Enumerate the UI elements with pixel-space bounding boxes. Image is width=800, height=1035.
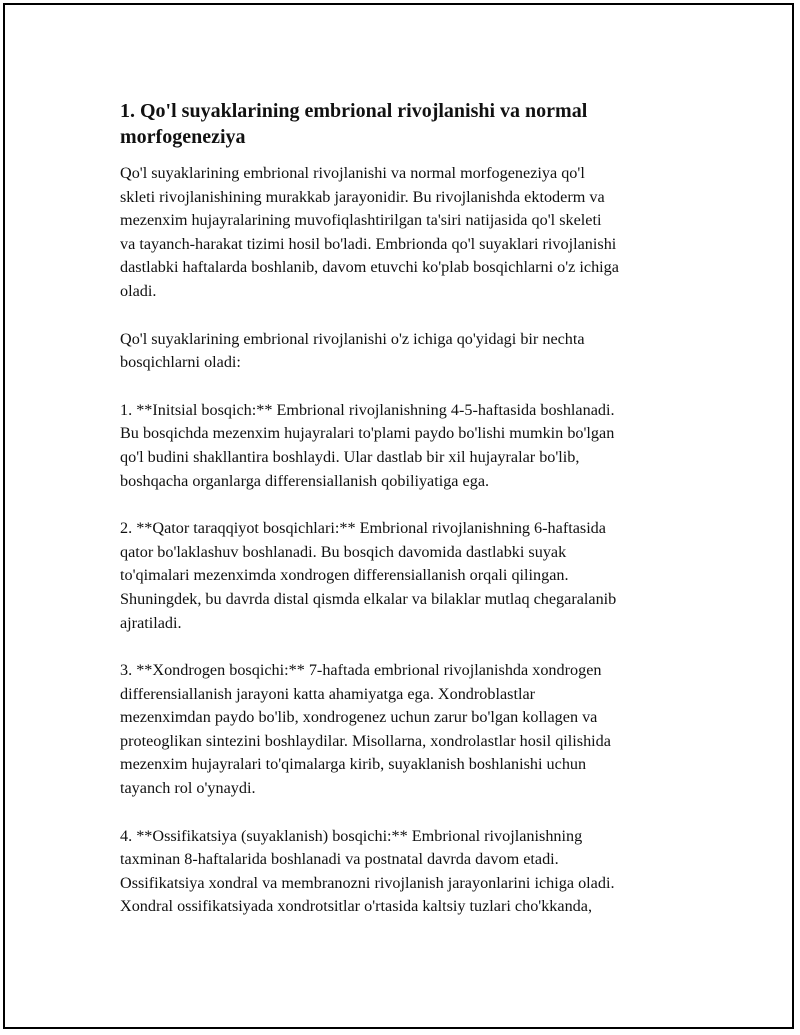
paragraph-stage-3: 3. **Xondrogen bosqichi:** 7-haftada embrional rivojlanishda xondrogen differensiallanish jarayoni katta ahamiyatga ega. Xondroblastlar mezenximdan paydo bo'lib, xondrogenez uchun zarur bo'lgan kollagen va proteoglikan sintezini boshlaydilar. Misollarna, xondrolastlar hosil qilishida mezenxim hujayralari to'qimalarga kirib, suyaklanish boshlanishi uchun tayanch rol o'ynaydi. [120, 661, 611, 798]
document-body [120, 98, 695, 943]
paragraph-stages-lead: Qo'l suyaklarining embrional rivojlanishi o'z ichiga qo'yidagi bir nechta bosqichlarni oladi: [120, 329, 585, 372]
paragraph-stage-4: 4. **Ossifikatsiya (suyaklanish) bosqichi:** Embrional rivojlanishning taxminan 8-haftalarida boshlanadi va postnatal davrda davom etadi. Ossifikatsiya xondral va membranozni rivojlanish jarayonlarini ichiga oladi. Xondral ossifikatsiyada xondrotsitlar o'rtasida kaltsiy tuzlari cho'kkanda, [120, 826, 615, 916]
paragraph-intro: Qo'l suyaklarining embrional rivojlanishi va normal morfogeneziya qo'l skleti rivojlanishining murakkab jarayonidir. Bu rivojlanishda ektoderm va mezenxim hujayralarining muvofiqlashtirilgan ta'siri natijasida qo'l skeleti va tayanch-harakat tizimi hosil bo'ladi. Embrionda qo'l suyaklari rivojlanishi dastlabki haftalarda boshlanib, davom etuvchi ko'plab bosqichlarni o'z ichiga oladi. [120, 164, 619, 300]
paragraph-stage-2: 2. **Qator taraqqiyot bosqichlari:** Embrional rivojlanishning 6-haftasida qator bo'laklashuv boshlanadi. Bu bosqich davomida dastlabki suyak to'qimalari mezenximda xondrogen differensiallanish orqali qilingan. Shuningdek, bu davrda distal qismda elkalar va bilaklar mutlaq chegaralanib ajratiladi. [120, 519, 617, 632]
document-page [3, 3, 794, 1029]
document-title: 1. Qo'l suyaklarining embrional rivojlanishi va normal morfogeneziya [120, 100, 588, 148]
paragraph-stage-1: 1. **Initsial bosqich:** Embrional rivojlanishning 4-5-haftasida boshlanadi. Bu bosqichda mezenxim hujayralari to'plami paydo bo'lishi mumkin bo'lgan qo'l budini shakllantira boshlaydi. Ular dastlab bir xil hujayralar bo'lib, boshqacha organlarga differensiallanish qobiliyatiga ega. [120, 400, 615, 490]
